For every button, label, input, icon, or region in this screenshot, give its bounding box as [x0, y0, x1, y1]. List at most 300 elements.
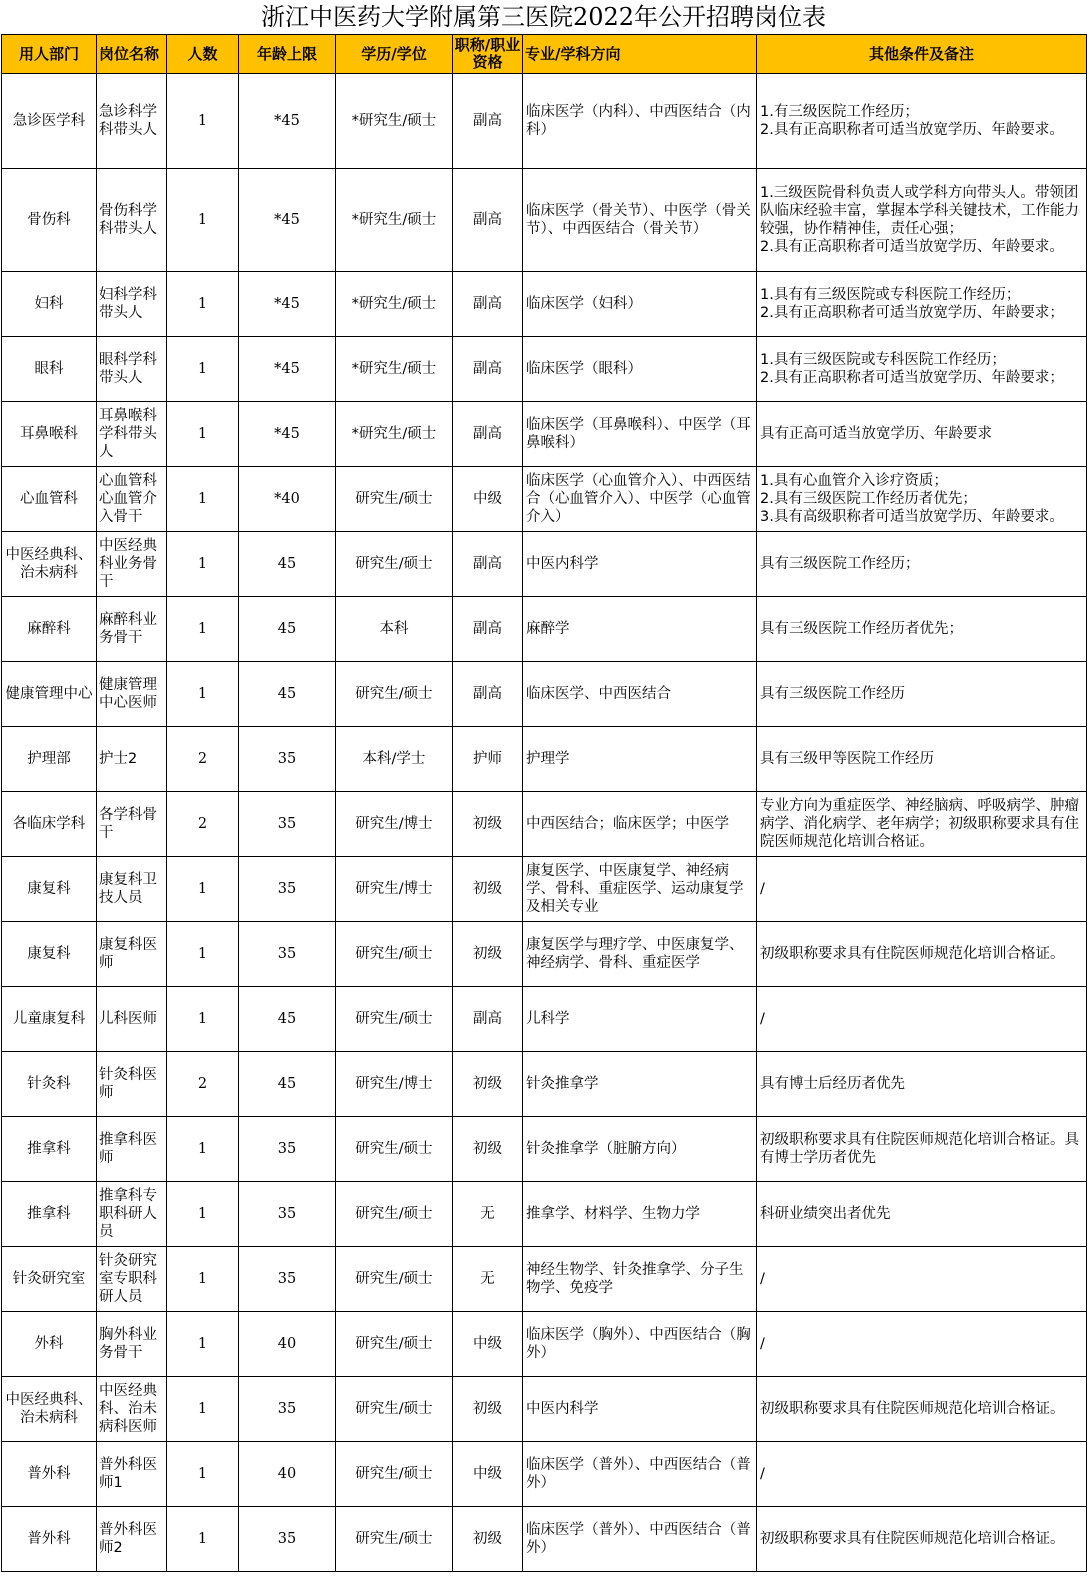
cell-title — [453, 662, 523, 727]
cell-notes — [757, 1312, 1087, 1377]
cell-education-text: *研究生/硕士 — [351, 426, 437, 442]
cell-title-text: 初级 — [473, 1531, 502, 1547]
cell-title — [453, 792, 523, 857]
cell-notes — [757, 727, 1087, 792]
cell-count-text: 2 — [197, 1076, 208, 1092]
cell-education-text: *研究生/硕士 — [351, 296, 437, 312]
cell-title-text: 初级 — [473, 1141, 502, 1157]
cell-dept — [2, 987, 97, 1052]
cell-post — [97, 1052, 167, 1117]
cell-education — [336, 74, 453, 169]
cell-age — [239, 662, 336, 727]
cell-post — [97, 792, 167, 857]
cell-notes — [757, 1507, 1087, 1572]
cell-dept — [2, 857, 97, 922]
cell-major — [523, 1507, 757, 1572]
cell-count — [167, 1442, 239, 1507]
cell-post-text: 针灸科医师 — [99, 1067, 157, 1101]
cell-dept — [2, 1442, 97, 1507]
table-row — [2, 169, 1087, 272]
cell-title — [453, 1182, 523, 1247]
cell-age-text: *45 — [274, 296, 300, 312]
table-row — [2, 74, 1087, 169]
cell-post — [97, 1182, 167, 1247]
cell-age — [239, 597, 336, 662]
cell-post-text: 眼科学科带头人 — [99, 352, 157, 386]
cell-dept-text: 心血管科 — [20, 491, 78, 507]
cell-major — [523, 922, 757, 987]
cell-dept — [2, 1182, 97, 1247]
cell-count — [167, 1312, 239, 1377]
cell-count — [167, 792, 239, 857]
cell-dept — [2, 1052, 97, 1117]
cell-major — [523, 467, 757, 532]
table-row — [2, 1507, 1087, 1572]
cell-title — [453, 1377, 523, 1442]
cell-major-text: 临床医学（胸外）、中西医结合（胸外） — [526, 1327, 751, 1361]
cell-count — [167, 74, 239, 169]
cell-post-text: 普外科医师2 — [99, 1522, 157, 1556]
cell-education — [336, 532, 453, 597]
cell-post — [97, 74, 167, 169]
cell-education-text: 研究生/硕士 — [355, 491, 433, 507]
cell-notes — [757, 402, 1087, 467]
cell-education — [336, 1312, 453, 1377]
cell-post — [97, 727, 167, 792]
cell-dept-text: 推拿科 — [27, 1141, 71, 1157]
cell-education-text: *研究生/硕士 — [351, 212, 437, 228]
cell-education — [336, 1377, 453, 1442]
cell-age-text: 35 — [277, 751, 297, 767]
cell-title-text: 初级 — [473, 816, 502, 832]
cell-dept — [2, 1312, 97, 1377]
cell-post — [97, 467, 167, 532]
cell-title-text: 副高 — [473, 426, 502, 442]
cell-age — [239, 74, 336, 169]
cell-education — [336, 402, 453, 467]
cell-education — [336, 922, 453, 987]
cell-count — [167, 1507, 239, 1572]
cell-post-text: 麻醉科业务骨干 — [99, 612, 157, 646]
cell-post-text: 妇科学科带头人 — [99, 287, 157, 321]
cell-notes-text: 具有三级甲等医院工作经历 — [760, 751, 934, 767]
cell-major-text: 儿科学 — [526, 1011, 570, 1027]
cell-count-text: 1 — [197, 491, 208, 507]
cell-age-text: 40 — [277, 1336, 297, 1352]
cell-notes-text: / — [760, 1466, 765, 1482]
cell-major — [523, 337, 757, 402]
cell-notes — [757, 74, 1087, 169]
cell-post — [97, 1117, 167, 1182]
cell-dept-text: 急诊医学科 — [12, 113, 86, 129]
cell-post-text: 胸外科业务骨干 — [99, 1327, 157, 1361]
cell-count-text: 1 — [197, 426, 208, 442]
table-row — [2, 597, 1087, 662]
cell-notes-text: 具有三级医院工作经历； — [760, 556, 920, 572]
cell-major-text: 临床医学（内科）、中西医结合（内科） — [526, 104, 751, 138]
cell-education-text: 研究生/硕士 — [355, 1011, 433, 1027]
cell-major — [523, 169, 757, 272]
cell-notes-text: 1.有三级医院工作经历； 2.具有正高职称者可适当放宽学历、年龄要求。 — [760, 104, 1064, 138]
cell-count — [167, 1247, 239, 1312]
cell-count — [167, 1377, 239, 1442]
cell-age-text: *45 — [274, 426, 300, 442]
cell-notes — [757, 922, 1087, 987]
cell-dept — [2, 597, 97, 662]
cell-title-text: 初级 — [473, 1401, 502, 1417]
table-row — [2, 532, 1087, 597]
cell-count-text: 1 — [197, 1336, 208, 1352]
cell-count-text: 1 — [197, 1466, 208, 1482]
cell-notes-text: 1.三级医院骨科负责人或学科方向带头人。带领团队临床经验丰富，掌握本学科关键技术，工作能力较强，协作精神佳，责任心强； 2.具有正高职称者可适当放宽学历、年龄要求。 — [760, 185, 1079, 255]
col-header-notes: 其他条件及备注 — [757, 35, 1087, 74]
table-row — [2, 337, 1087, 402]
cell-title-text: 初级 — [473, 881, 502, 897]
cell-major — [523, 532, 757, 597]
cell-post-text: 耳鼻喉科学科带头人 — [99, 408, 157, 460]
cell-major — [523, 74, 757, 169]
cell-notes — [757, 597, 1087, 662]
cell-notes-text: 1.具有有三级医院或专科医院工作经历； 2.具有正高职称者可适当放宽学历、年龄要求； — [760, 287, 1064, 321]
cell-education-text: 研究生/硕士 — [355, 946, 433, 962]
cell-title-text: 副高 — [473, 1011, 502, 1027]
col-header-post: 岗位名称 — [97, 35, 167, 74]
cell-title-text: 中级 — [473, 1466, 502, 1482]
cell-major — [523, 1442, 757, 1507]
cell-dept — [2, 662, 97, 727]
cell-post — [97, 1377, 167, 1442]
cell-dept-text: 康复科 — [27, 946, 71, 962]
cell-major-text: 临床医学（普外）、中西医结合（普外） — [526, 1457, 751, 1491]
cell-major-text: 推拿学、材料学、生物力学 — [526, 1206, 700, 1222]
cell-education-text: 研究生/硕士 — [355, 1466, 433, 1482]
cell-count — [167, 727, 239, 792]
cell-major — [523, 1312, 757, 1377]
cell-dept-text: 各临床学科 — [12, 816, 86, 832]
cell-education — [336, 1507, 453, 1572]
cell-dept-text: 推拿科 — [27, 1206, 71, 1222]
cell-education-text: *研究生/硕士 — [351, 361, 437, 377]
cell-major-text: 临床医学（妇科） — [526, 296, 642, 312]
cell-count-text: 1 — [197, 1271, 208, 1287]
cell-education — [336, 727, 453, 792]
cell-title — [453, 922, 523, 987]
cell-education-text: 研究生/硕士 — [355, 1206, 433, 1222]
cell-major-text: 康复医学与理疗学、中医康复学、神经病学、骨科、重症医学 — [526, 937, 744, 971]
cell-age-text: 45 — [277, 1076, 297, 1092]
cell-major — [523, 1182, 757, 1247]
table-row — [2, 402, 1087, 467]
cell-notes — [757, 987, 1087, 1052]
cell-count-text: 1 — [197, 1401, 208, 1417]
cell-age — [239, 402, 336, 467]
cell-post-text: 中医经典科、治未病科医师 — [99, 1383, 157, 1435]
cell-age-text: 35 — [277, 1401, 297, 1417]
table-row — [2, 1182, 1087, 1247]
cell-post — [97, 337, 167, 402]
cell-title — [453, 987, 523, 1052]
cell-post — [97, 922, 167, 987]
cell-age — [239, 792, 336, 857]
cell-post-text: 针灸研究室专职科研人员 — [99, 1253, 157, 1305]
cell-count — [167, 597, 239, 662]
cell-count-text: 1 — [197, 212, 208, 228]
table-row — [2, 792, 1087, 857]
cell-major-text: 临床医学（眼科） — [526, 361, 642, 377]
cell-major — [523, 1377, 757, 1442]
cell-age-text: 45 — [277, 1011, 297, 1027]
cell-notes — [757, 1117, 1087, 1182]
cell-post — [97, 402, 167, 467]
cell-dept-text: 骨伤科 — [27, 212, 71, 228]
cell-notes-text: 初级职称要求具有住院医师规范化培训合格证。具有博士学历者优先 — [760, 1132, 1079, 1166]
cell-dept-text: 针灸科 — [27, 1076, 71, 1092]
cell-post — [97, 1507, 167, 1572]
cell-major — [523, 662, 757, 727]
cell-post — [97, 169, 167, 272]
table-row — [2, 987, 1087, 1052]
cell-post-text: 推拿科专职科研人员 — [99, 1188, 157, 1240]
cell-dept-text: 外科 — [34, 1336, 64, 1352]
cell-count-text: 1 — [197, 1206, 208, 1222]
cell-age — [239, 532, 336, 597]
cell-dept — [2, 337, 97, 402]
cell-education — [336, 662, 453, 727]
cell-dept-text: 中医经典科、治未病科 — [5, 1392, 93, 1426]
cell-notes — [757, 1247, 1087, 1312]
table-row — [2, 1117, 1087, 1182]
cell-age — [239, 1247, 336, 1312]
cell-notes — [757, 1052, 1087, 1117]
cell-count-text: 1 — [197, 946, 208, 962]
cell-notes-text: 1.具有三级医院或专科医院工作经历； 2.具有正高职称者可适当放宽学历、年龄要求； — [760, 352, 1064, 386]
cell-title-text: 副高 — [473, 686, 502, 702]
cell-notes-text: 初级职称要求具有住院医师规范化培训合格证。 — [760, 1531, 1065, 1547]
cell-post — [97, 1442, 167, 1507]
cell-age-text: 35 — [277, 1141, 297, 1157]
cell-count — [167, 857, 239, 922]
cell-count-text: 1 — [197, 1531, 208, 1547]
cell-notes — [757, 857, 1087, 922]
cell-post — [97, 1247, 167, 1312]
cell-title-text: 副高 — [473, 296, 502, 312]
cell-education-text: 研究生/硕士 — [355, 1141, 433, 1157]
cell-dept — [2, 1507, 97, 1572]
cell-dept-text: 儿童康复科 — [12, 1011, 86, 1027]
cell-dept — [2, 169, 97, 272]
cell-title — [453, 1052, 523, 1117]
cell-notes — [757, 169, 1087, 272]
cell-title — [453, 337, 523, 402]
cell-major — [523, 857, 757, 922]
col-header-count: 人数 — [167, 35, 239, 74]
cell-education — [336, 169, 453, 272]
cell-major-text: 康复医学、中医康复学、神经病学、骨科、重症医学、运动康复学及相关专业 — [526, 863, 744, 915]
cell-notes — [757, 1442, 1087, 1507]
cell-notes-text: 具有三级医院工作经历 — [760, 686, 905, 702]
cell-major-text: 麻醉学 — [526, 621, 570, 637]
cell-count — [167, 272, 239, 337]
cell-major-text: 针灸推拿学 — [526, 1076, 599, 1092]
recruitment-table — [1, 34, 1087, 1572]
cell-education — [336, 272, 453, 337]
cell-count-text: 1 — [197, 556, 208, 572]
cell-dept — [2, 467, 97, 532]
cell-dept-text: 麻醉科 — [27, 621, 71, 637]
cell-major-text: 临床医学（耳鼻喉科）、中医学（耳鼻喉科） — [526, 417, 751, 451]
cell-dept — [2, 74, 97, 169]
cell-dept — [2, 1247, 97, 1312]
cell-count — [167, 169, 239, 272]
table-row — [2, 1312, 1087, 1377]
cell-education-text: 研究生/硕士 — [355, 686, 433, 702]
cell-age — [239, 169, 336, 272]
cell-major-text: 临床医学（普外）、中西医结合（普外） — [526, 1522, 751, 1556]
cell-age — [239, 1312, 336, 1377]
cell-notes-text: / — [760, 1271, 765, 1287]
cell-education — [336, 1442, 453, 1507]
cell-age-text: 35 — [277, 946, 297, 962]
cell-count-text: 1 — [197, 686, 208, 702]
cell-notes-text: / — [760, 1336, 765, 1352]
cell-education — [336, 337, 453, 402]
cell-dept-text: 护理部 — [27, 751, 71, 767]
cell-notes — [757, 272, 1087, 337]
cell-post — [97, 857, 167, 922]
cell-age — [239, 987, 336, 1052]
table-row — [2, 1052, 1087, 1117]
cell-age — [239, 1507, 336, 1572]
cell-major — [523, 1117, 757, 1182]
cell-title-text: 初级 — [473, 946, 502, 962]
cell-major — [523, 987, 757, 1052]
cell-title — [453, 1117, 523, 1182]
cell-count — [167, 1182, 239, 1247]
cell-major — [523, 272, 757, 337]
cell-post-text: 中医经典科业务骨干 — [99, 538, 157, 590]
cell-notes — [757, 792, 1087, 857]
cell-education-text: 研究生/硕士 — [355, 1271, 433, 1287]
cell-title-text: 副高 — [473, 212, 502, 228]
cell-post-text: 急诊科学科带头人 — [99, 104, 157, 138]
cell-title-text: 中级 — [473, 1336, 502, 1352]
cell-dept — [2, 402, 97, 467]
cell-title — [453, 1312, 523, 1377]
cell-title-text: 初级 — [473, 1076, 502, 1092]
cell-title — [453, 467, 523, 532]
cell-notes — [757, 1377, 1087, 1442]
cell-major-text: 神经生物学、针灸推拿学、分子生物学、免疫学 — [526, 1262, 744, 1296]
cell-dept-text: 眼科 — [34, 361, 64, 377]
cell-dept-text: 健康管理中心 — [5, 686, 93, 702]
cell-count — [167, 467, 239, 532]
cell-count-text: 1 — [197, 1011, 208, 1027]
cell-age — [239, 1377, 336, 1442]
cell-notes — [757, 337, 1087, 402]
cell-education-text: 研究生/硕士 — [355, 556, 433, 572]
cell-age-text: *45 — [274, 361, 300, 377]
cell-notes-text: 具有博士后经历者优先 — [760, 1076, 905, 1092]
cell-education-text: 本科/学士 — [362, 751, 426, 767]
cell-notes — [757, 662, 1087, 727]
cell-count — [167, 662, 239, 727]
cell-dept — [2, 1117, 97, 1182]
cell-post — [97, 1312, 167, 1377]
cell-notes — [757, 467, 1087, 532]
cell-notes-text: 初级职称要求具有住院医师规范化培训合格证。 — [760, 1401, 1065, 1417]
col-header-age: 年龄上限 — [239, 35, 336, 74]
cell-post-text: 康复科卫技人员 — [99, 872, 157, 906]
cell-age-text: *45 — [274, 212, 300, 228]
cell-count — [167, 337, 239, 402]
cell-title — [453, 597, 523, 662]
cell-age — [239, 1182, 336, 1247]
cell-title — [453, 272, 523, 337]
cell-count — [167, 1117, 239, 1182]
cell-post-text: 推拿科医师 — [99, 1132, 157, 1166]
table-row — [2, 662, 1087, 727]
cell-dept — [2, 922, 97, 987]
cell-education-text: *研究生/硕士 — [351, 113, 437, 129]
cell-notes-text: 具有正高可适当放宽学历、年龄要求 — [760, 426, 992, 442]
cell-count — [167, 532, 239, 597]
cell-post-text: 心血管科心血管介入骨干 — [99, 473, 157, 525]
cell-age-text: 35 — [277, 1531, 297, 1547]
col-header-major: 专业/学科方向 — [523, 35, 757, 74]
cell-notes — [757, 1182, 1087, 1247]
cell-major-text: 中医内科学 — [526, 1401, 599, 1417]
cell-title-text: 无 — [480, 1206, 495, 1222]
cell-title — [453, 532, 523, 597]
cell-count-text: 1 — [197, 296, 208, 312]
cell-education-text: 研究生/博士 — [355, 881, 433, 897]
cell-notes-text: 科研业绩突出者优先 — [760, 1206, 891, 1222]
cell-age-text: 35 — [277, 1206, 297, 1222]
cell-notes-text: 具有三级医院工作经历者优先； — [760, 621, 963, 637]
cell-dept-text: 耳鼻喉科 — [20, 426, 78, 442]
cell-age — [239, 857, 336, 922]
cell-age — [239, 337, 336, 402]
cell-education-text: 研究生/博士 — [355, 816, 433, 832]
table-row — [2, 467, 1087, 532]
cell-title-text: 无 — [480, 1271, 495, 1287]
cell-dept — [2, 792, 97, 857]
cell-notes — [757, 532, 1087, 597]
table-row — [2, 922, 1087, 987]
page-title: 浙江中医药大学附属第三医院2022年公开招聘岗位表 — [260, 3, 827, 31]
cell-major-text: 中医内科学 — [526, 556, 599, 572]
cell-education — [336, 1117, 453, 1182]
cell-title — [453, 1247, 523, 1312]
cell-post-text: 护士2 — [99, 751, 138, 767]
cell-count-text: 1 — [197, 881, 208, 897]
cell-count-text: 1 — [197, 113, 208, 129]
cell-title — [453, 1507, 523, 1572]
cell-dept — [2, 532, 97, 597]
cell-age — [239, 727, 336, 792]
cell-education — [336, 1052, 453, 1117]
cell-age-text: 35 — [277, 816, 297, 832]
cell-count — [167, 987, 239, 1052]
cell-major-text: 针灸推拿学（脏腑方向） — [526, 1141, 686, 1157]
cell-major-text: 临床医学（骨关节）、中医学（骨关节）、中西医结合（骨关节） — [526, 203, 751, 237]
cell-dept-text: 针灸研究室 — [12, 1271, 86, 1287]
table-row — [2, 1442, 1087, 1507]
cell-age — [239, 922, 336, 987]
cell-age-text: *45 — [274, 113, 300, 129]
cell-dept-text: 康复科 — [27, 881, 71, 897]
cell-count — [167, 922, 239, 987]
